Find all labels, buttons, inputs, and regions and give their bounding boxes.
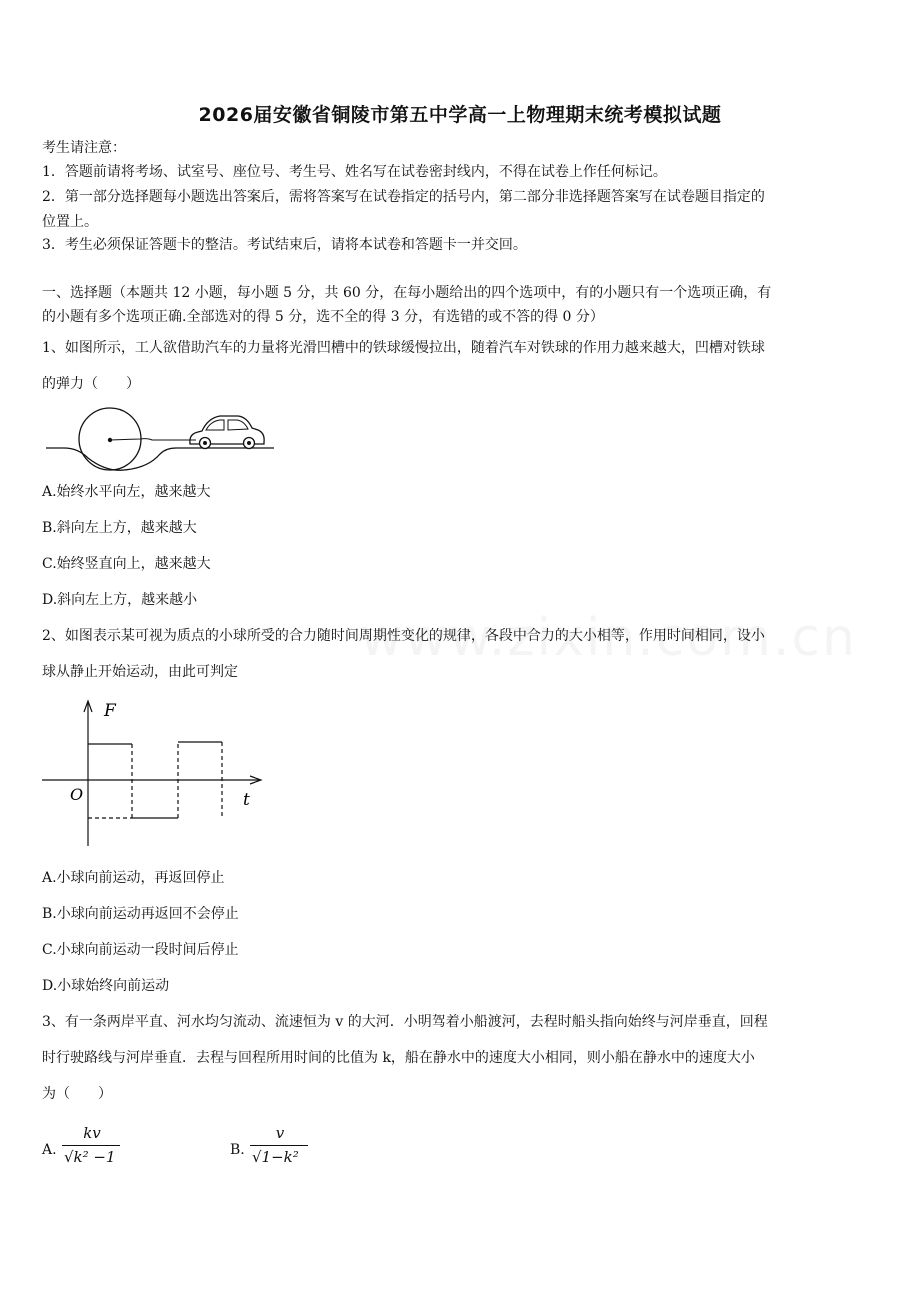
q3-option-b-label: B. (230, 1142, 245, 1158)
section-instructions-line-1: 一、选择题（本题共 12 小题，每小题 5 分，共 60 分，在每小题给出的四个选项中，有的小题只有一个选项正确，有 (42, 285, 772, 301)
q3-option-a-numerator: kv (83, 1124, 101, 1142)
q3-option-b-numerator: v (275, 1124, 285, 1142)
q3-option-a-denominator: √k² −1 (64, 1148, 116, 1166)
q2-option-c: C.小球向前运动一段时间后停止 (42, 942, 239, 958)
notice-heading: 考生请注意： (42, 140, 126, 156)
section-instructions-line-2: 的小题有多个选项正确.全部选对的得 5 分，选不全的得 3 分，有选错的或不答的得 0 分） (42, 309, 604, 325)
q2-option-d: D.小球始终向前运动 (42, 978, 170, 994)
q1-stem-line-1: 1、如图所示，工人欲借助汽车的力量将光滑凹槽中的铁球缓慢拉出，随着汽车对铁球的作用力越来越大，凹槽对铁球 (42, 340, 765, 356)
page-title: 2026届安徽省铜陵市第五中学高一上物理期末统考模拟试题 (198, 104, 722, 126)
q3-stem-line-1: 3、有一条两岸平直、河水均匀流动、流速恒为 v 的大河．小明驾着小船渡河，去程时船头指向始终与河岸垂直，回程 (42, 1014, 768, 1030)
q2-option-a: A.小球向前运动，再返回停止 (42, 870, 225, 886)
q1-stem-line-2: 的弹力（ ） (42, 376, 140, 392)
q3-option-b-formula (250, 1124, 310, 1174)
q1-figure-ball-and-car (44, 402, 278, 474)
q1-option-a: A.始终水平向左，越来越大 (42, 484, 211, 500)
q3-stem-line-3: 为（ ） (42, 1086, 112, 1102)
q1-option-c: C.始终竖直向上，越来越大 (42, 556, 211, 572)
car-icon (190, 416, 264, 449)
q1-option-d: D.斜向左上方，越来越小 (42, 592, 198, 608)
q2-option-b: B.小球向前运动再返回不会停止 (42, 906, 239, 922)
q2-force-time-graph (40, 696, 268, 852)
graph-x-label: t (243, 790, 250, 810)
graph-y-label: F (104, 701, 116, 721)
q2-stem-line-1: 2、如图表示某可视为质点的小球所受的合力随时间周期性变化的规律，各段中合力的大小相等，作用时间相同，设小 (42, 628, 765, 644)
notice-item-2: 2．第一部分选择题每小题选出答案后，需将答案写在试卷指定的括号内，第二部分非选择题答案写在试卷题目指定的 (42, 189, 765, 205)
q3-stem-line-2: 时行驶路线与河岸垂直．去程与回程所用时间的比值为 k，船在静水中的速度大小相同，则小船在静水中的速度大小 (42, 1050, 755, 1066)
q1-option-b: B.斜向左上方，越来越大 (42, 520, 197, 536)
notice-item-3: 3．考生必须保证答题卡的整洁。考试结束后，请将本试卷和答题卡一并交回。 (42, 237, 527, 253)
q3-option-a-formula (62, 1124, 122, 1174)
q3-option-b-denominator: √1−k² (252, 1148, 299, 1166)
q2-stem-line-2: 球从静止开始运动，由此可判定 (42, 664, 238, 680)
notice-item-2-cont: 位置上。 (42, 214, 98, 230)
q3-option-a-label: A. (42, 1142, 57, 1158)
graph-origin-label: O (70, 785, 84, 804)
notice-item-1: 1．答题前请将考场、试室号、座位号、考生号、姓名写在试卷密封线内，不得在试卷上作任何标记。 (42, 164, 667, 180)
